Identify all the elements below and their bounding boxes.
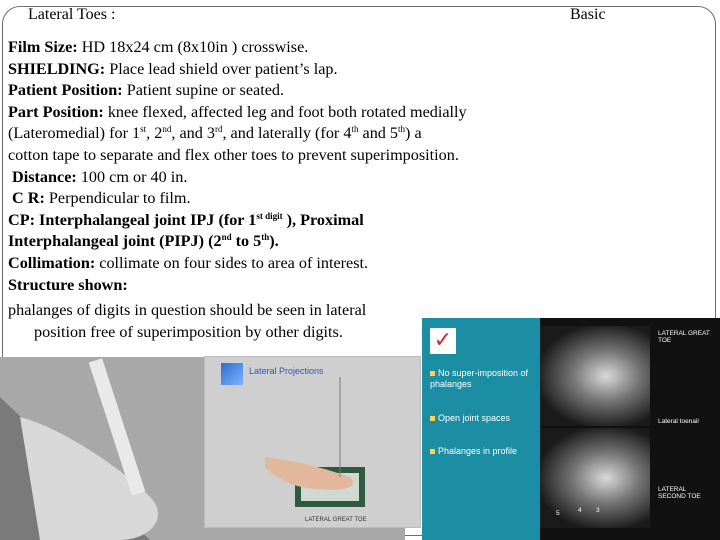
slide-tag: Basic [570, 6, 606, 23]
structure-shown-heading: Structure shown: [8, 275, 128, 294]
part-position-line-2: (Lateromedial) for 1st, 2nd, and 3rd, and laterally (for 4th and 5th) a [8, 124, 422, 143]
centering-point-line-2: Interphalangeal joint (PIPJ) (2nd to 5th). [8, 232, 279, 251]
shielding-line: SHIELDING: Place lead shield over patient’s lap. [8, 59, 338, 78]
part-position-line: Part Position: knee flexed, affected leg and foot both rotated medially [8, 102, 467, 121]
checkmark-icon: ✓ [430, 328, 456, 354]
digit-label: 5 [556, 510, 560, 517]
film-size-line: Film Size: HD 18x24 cm (8x10in ) crosswise. [8, 38, 309, 56]
xray-label: LATERAL GREAT TOE [658, 330, 710, 344]
evaluation-panel [422, 318, 540, 540]
patient-position-line: Patient Position: Patient supine or seated. [8, 81, 285, 100]
card-caption: LATERAL GREAT TOE [305, 517, 367, 523]
xray-panel [540, 318, 720, 540]
distance-line: Distance: 100 cm or 40 in. [12, 167, 188, 186]
panel-item: Phalanges in profile [430, 446, 530, 457]
card-title: Lateral Projections [249, 366, 324, 376]
central-ray-line: C R: Perpendicular to film. [12, 189, 191, 208]
slide-body [8, 37, 548, 343]
panel-item: No super-imposition of phalanges [430, 368, 529, 389]
part-position-line-3: cotton tape to separate and flex other toes to prevent superimposition. [8, 145, 459, 164]
xray-label: Lateral toenail [658, 418, 699, 425]
panel-item: Open joint spaces [430, 413, 530, 424]
digit-label: 4 [578, 507, 582, 514]
collimation-line: Collimation: collimate on four sides to area of interest. [8, 253, 369, 272]
slide-title: Lateral Toes : [28, 6, 116, 23]
xray-label: LATERAL SECOND TOE [658, 486, 701, 500]
foot-on-cassette-drawing [205, 377, 420, 517]
xray-image-great-toe [540, 326, 650, 426]
reference-card [204, 356, 421, 528]
digit-label: 3 [596, 507, 600, 514]
centering-point-line: CP: Interphalangeal joint IPJ (for $1^{st digit}$ ), Proximal [8, 210, 364, 229]
structure-shown-line-1: phalanges of digits in question should be seen in lateral [8, 301, 367, 320]
structure-shown-line-2: position free of superimposition by other digits. [34, 322, 343, 341]
